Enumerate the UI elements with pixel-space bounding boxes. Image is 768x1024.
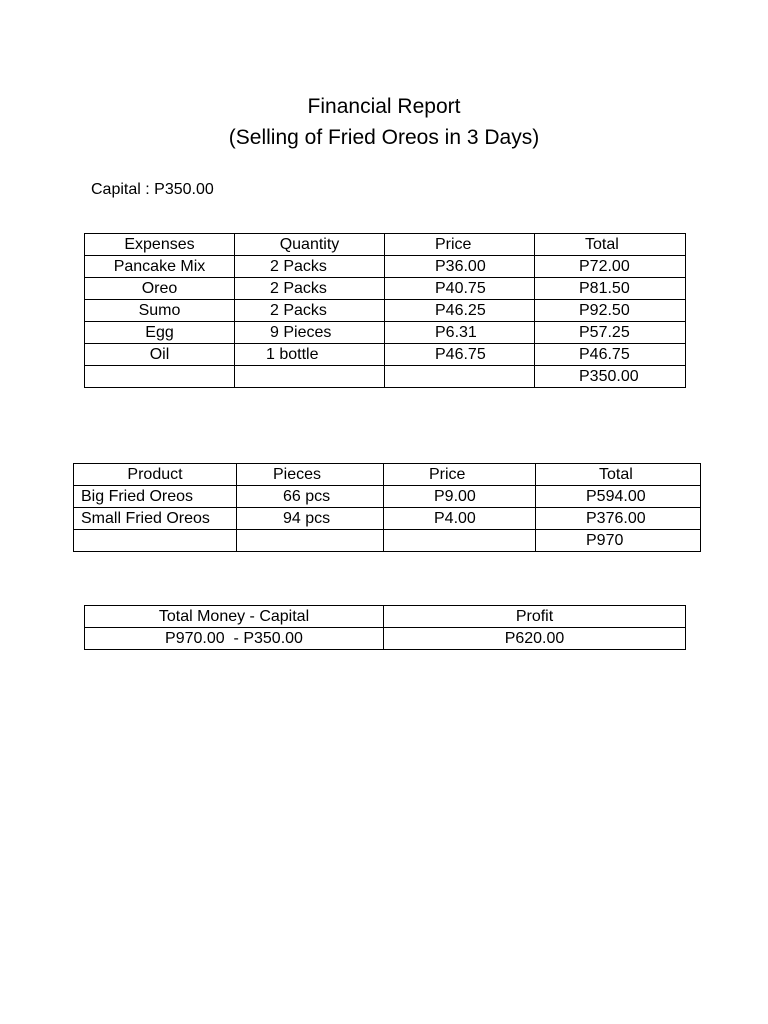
header-cell-pieces: Pieces (237, 464, 384, 486)
cell-empty (235, 366, 385, 388)
cell-quantity: 2 Packs (235, 300, 385, 322)
cell-price: P46.25 (385, 300, 535, 322)
cell-total: P46.75 (535, 344, 686, 366)
cell-total: P594.00 (536, 486, 701, 508)
cell-empty (384, 530, 536, 552)
cell-price: P46.75 (385, 344, 535, 366)
profit-table (84, 605, 686, 650)
cell-price: P4.00 (384, 508, 536, 530)
table-row (85, 628, 686, 650)
cell-expense: Oreo (85, 278, 235, 300)
cell-product: Big Fried Oreos (74, 486, 237, 508)
cell-empty (85, 366, 235, 388)
cell-expense: Oil (85, 344, 235, 366)
table-row (85, 322, 686, 344)
header-cell-product: Product (74, 464, 237, 486)
cell-empty (385, 366, 535, 388)
header-cell-expenses: Expenses (85, 234, 235, 256)
cell-total: P376.00 (536, 508, 701, 530)
header-cell-quantity: Quantity (235, 234, 385, 256)
cell-quantity: 9 Pieces (235, 322, 385, 344)
cell-quantity: 1 bottle (235, 344, 385, 366)
capital-line: Capital : P350.00 (91, 181, 214, 198)
table-row (74, 508, 701, 530)
table-header-row (85, 234, 686, 256)
cell-grand-total: P970 (536, 530, 701, 552)
cell-computation: P970.00 - P350.00 (85, 628, 384, 650)
cell-total: P57.25 (535, 322, 686, 344)
cell-pieces: 94 pcs (237, 508, 384, 530)
report-title: Financial Report (307, 95, 461, 118)
cell-empty (237, 530, 384, 552)
cell-quantity: 2 Packs (235, 278, 385, 300)
table-header-row (74, 464, 701, 486)
cell-pieces: 66 pcs (237, 486, 384, 508)
cell-expense: Sumo (85, 300, 235, 322)
table-total-row (85, 366, 686, 388)
header-cell-total: Total (535, 234, 686, 256)
cell-price: P9.00 (384, 486, 536, 508)
cell-product: Small Fried Oreos (74, 508, 237, 530)
table-row (85, 344, 686, 366)
cell-expense: Egg (85, 322, 235, 344)
table-row (85, 300, 686, 322)
cell-expense: Pancake Mix (85, 256, 235, 278)
header-cell-total-money-capital: Total Money - Capital (85, 606, 384, 628)
cell-total: P72.00 (535, 256, 686, 278)
table-row (85, 256, 686, 278)
table-total-row (74, 530, 701, 552)
cell-quantity: 2 Packs (235, 256, 385, 278)
cell-empty (74, 530, 237, 552)
header-cell-price: Price (385, 234, 535, 256)
header-cell-price: Price (384, 464, 536, 486)
cell-grand-total: P350.00 (535, 366, 686, 388)
report-subtitle: (Selling of Fried Oreos in 3 Days) (228, 126, 540, 149)
cell-price: P6.31 (385, 322, 535, 344)
cell-price: P36.00 (385, 256, 535, 278)
expenses-table (84, 233, 686, 388)
cell-total: P92.50 (535, 300, 686, 322)
header-cell-total: Total (536, 464, 701, 486)
cell-price: P40.75 (385, 278, 535, 300)
table-row (74, 486, 701, 508)
table-header-row (85, 606, 686, 628)
table-row (85, 278, 686, 300)
cell-profit: P620.00 (384, 628, 686, 650)
header-cell-profit: Profit (384, 606, 686, 628)
cell-total: P81.50 (535, 278, 686, 300)
products-table (73, 463, 701, 552)
